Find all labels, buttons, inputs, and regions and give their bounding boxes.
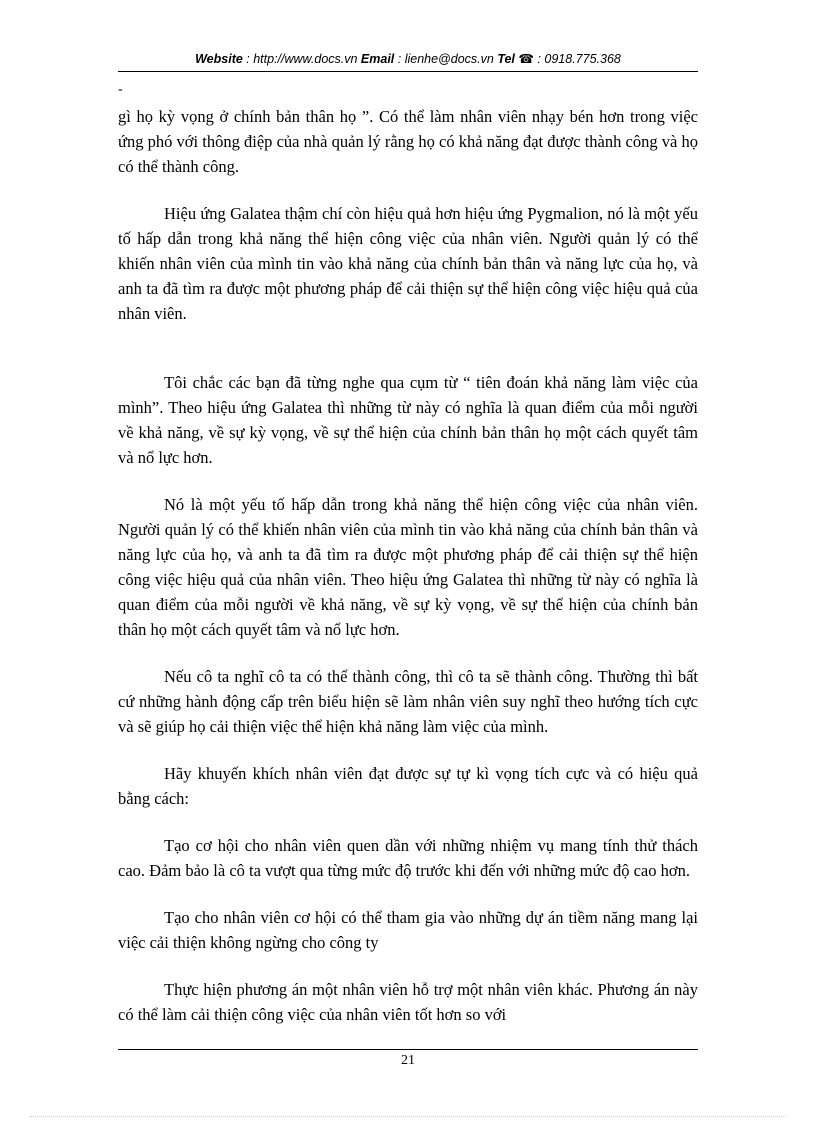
email-address[interactable]: : lienhe@docs.vn	[394, 52, 498, 66]
paragraph-3: Tôi chắc các bạn đã từng nghe qua cụm từ “ tiên đoán khả năng làm việc của mình”. Theo hiệu ứng Galatea thì những từ này có nghĩa là quan điểm của mỗi người về khả năng, về sự kỳ vọng, về sự thể hiện của chính bản thân họ một cách quyết tâm và nổ lực hơn.	[118, 373, 698, 467]
paragraph-8: Tạo cho nhân viên cơ hội có thể tham gia vào những dự án tiềm năng mang lại việc cải thiện không ngừng cho công ty	[118, 908, 698, 952]
header-divider	[118, 71, 698, 72]
paragraph-9: Thực hiện phương án một nhân viên hỗ trợ một nhân viên khác. Phương án này có thể làm cải thiện công việc của nhân viên tốt hơn so với	[118, 980, 698, 1024]
paragraph-1: gì họ kỳ vọng ở chính bản thân họ ”. Có thể làm nhân viên nhạy bén hơn trong việc ứng phó với thông điệp của nhà quản lý rằng họ có khả năng đạt được thành công và họ có thể thành công.	[118, 107, 698, 176]
page-bottom-edge	[30, 1116, 786, 1117]
website-label: Website	[195, 52, 243, 66]
paragraph-2: Hiệu ứng Galatea thậm chí còn hiệu quả hơn hiệu ứng Pygmalion, nó là một yếu tố hấp dẫn trong khả năng thể hiện công việc của nhân viên. Người quản lý có thể khiến nhân viên của mình tin vào khả năng của chính bản thân và năng lực của họ, và anh ta đã tìm ra được một phương pháp để cải thiện sự thể hiện công việc hiệu quả của nhân viên.	[118, 204, 698, 323]
paragraph-5: Nếu cô ta nghĩ cô ta có thể thành công, thì cô ta sẽ thành công. Thường thì bất cứ những hành động cấp trên biểu hiện sẽ làm nhân viên suy nghĩ theo hướng tích cực và sẽ giúp họ cải thiện việc thể hiện khả năng làm việc của mình.	[118, 667, 698, 736]
website-url[interactable]: : http://www.docs.vn	[242, 52, 361, 66]
paragraph-7: Tạo cơ hội cho nhân viên quen dần với những nhiệm vụ mang tính thử thách cao. Đảm bảo là cô ta vượt qua từng mức độ trước khi đến với những mức độ cao hơn.	[118, 836, 698, 880]
tel-number: : 0918.775.368	[533, 52, 621, 66]
dash-mark: -	[118, 82, 123, 97]
document-body	[118, 104, 698, 1049]
phone-icon: ☎	[518, 52, 534, 66]
footer-divider	[118, 1049, 698, 1050]
tel-label: Tel	[497, 52, 515, 66]
paragraph-6: Hãy khuyến khích nhân viên đạt được sự tự kì vọng tích cực và có hiệu quả bằng cách:	[118, 764, 698, 808]
email-label: Email	[360, 52, 395, 66]
page-header	[118, 51, 698, 66]
page-number: 21	[401, 1053, 415, 1068]
paragraph-4: Nó là một yếu tố hấp dẫn trong khả năng thể hiện công việc của nhân viên. Người quản lý có thể khiến nhân viên của mình tin vào khả năng của chính bản thân và năng lực của họ, và anh ta đã tìm ra được một phương pháp để cải thiện sự thể hiện công việc hiệu quả của nhân viên. Theo hiệu ứng Galatea thì những từ này có nghĩa là quan điểm của mỗi người về khả năng, về sự kỳ vọng, về sự thể hiện của chính bản thân họ một cách quyết tâm và nổ lực hơn.	[118, 495, 698, 639]
